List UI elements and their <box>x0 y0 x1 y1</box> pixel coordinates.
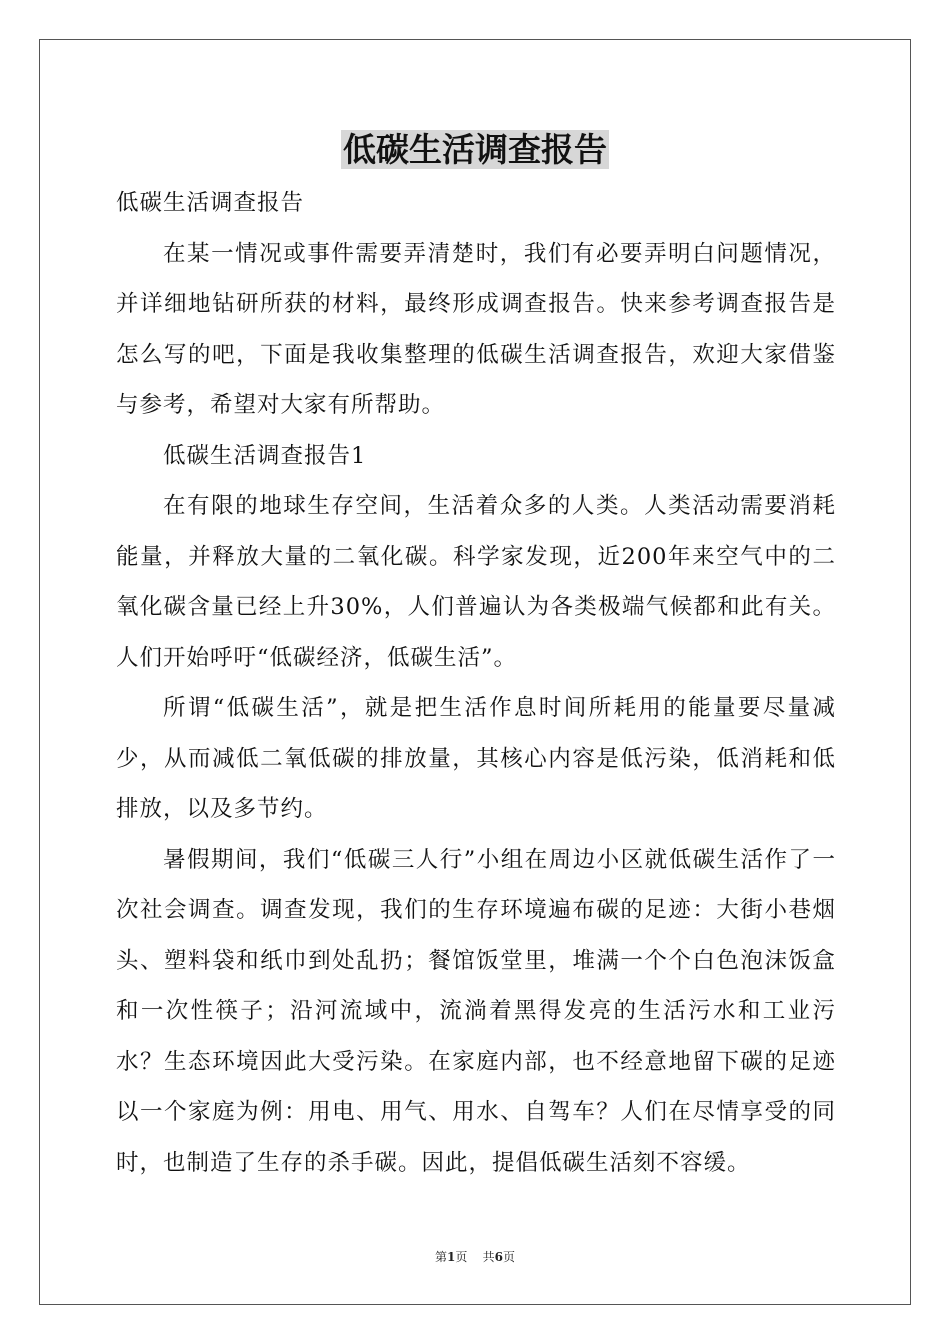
page-label: 页 <box>455 1250 468 1264</box>
paragraph-body: 在有限的地球生存空间，生活着众多的人类。人类活动需要消耗能量，并释放大量的二氧化碳。科学家发现，近200年来空气中的二氧化碳含量已经上升30%，人们普遍认为各类极端气候都和此有关。人们开始呼吁“低碳经济，低碳生活”。 <box>116 493 836 671</box>
total-prefix: 共 <box>482 1250 495 1264</box>
document-title-text: 低碳生活调查报告 <box>343 130 607 169</box>
section-heading: 低碳生活调查报告1 <box>163 442 367 469</box>
page-footer <box>0 1249 950 1265</box>
page-prefix: 第 <box>434 1250 447 1264</box>
page-current: 1 <box>446 1250 456 1264</box>
paragraph-intro: 在某一情况或事件需要弄清楚时，我们有必要弄明白问题情况，并详细地钻研所获的材料，最终形成调查报告。快来参考调查报告是怎么写的吧，下面是我收集整理的低碳生活调查报告，欢迎大家借鉴与参考，希望对大家有所帮助。 <box>116 240 836 418</box>
page-total: 6 <box>494 1250 503 1264</box>
document-title <box>0 126 950 174</box>
paragraph-body: 所谓“低碳生活”，就是把生活作息时间所耗用的能量要尽量减少，从而减低二氧低碳的排放量，其核心内容是低污染，低消耗和低排放，以及多节约。 <box>116 695 836 822</box>
total-label: 页 <box>503 1250 516 1264</box>
document-body <box>116 178 836 1188</box>
document-subtitle: 低碳生活调查报告 <box>116 190 305 216</box>
paragraph-body: 暑假期间，我们“低碳三人行”小组在周边小区就低碳生活作了一次社会调查。调查发现，我们的生存环境遍布碳的足迹：大街小巷烟头、塑料袋和纸巾到处乱扔；餐馆饭堂里，堆满一个个白色泡沫饭盒和一次性筷子；沿河流域中，流淌着黑得发亮的生活污水和工业污水？生态环境因此大受污染。在家庭内部，也不经意地留下碳的足迹以一个家庭为例：用电、用气、用水、自驾车？人们在尽情享受的同时，也制造了生存的杀手碳。因此，提倡低碳生活刻不容缓。 <box>116 846 836 1176</box>
